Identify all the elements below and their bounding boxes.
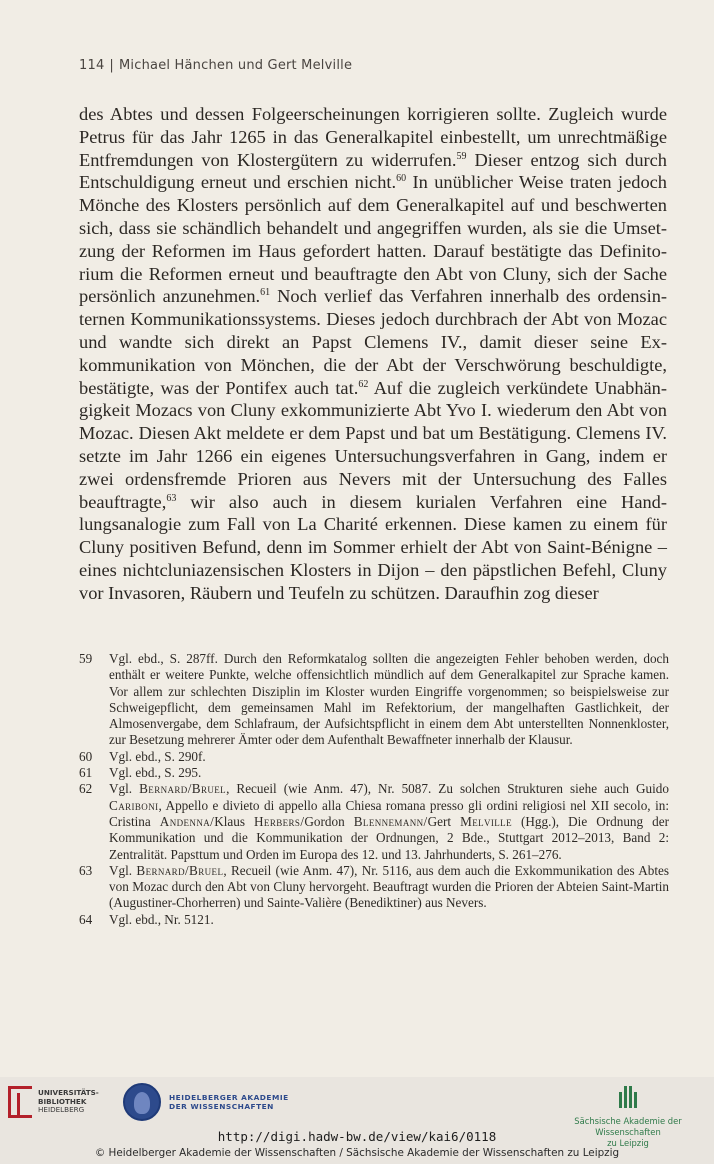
footnote-number: 61 — [79, 765, 93, 781]
author-name: Bernard/Bruel — [136, 862, 224, 878]
running-head-authors: Michael Hänchen und Gert Melville — [119, 58, 353, 73]
footnote-text: Vgl. ebd., S. 295. — [109, 765, 202, 781]
text-segment: Dieser entzog sich durch Entschuldigung erneut und erschien nicht. — [79, 149, 668, 193]
text-segment: Gordon — [304, 813, 354, 829]
saw-building-icon — [619, 1084, 637, 1108]
footnote-text — [109, 781, 669, 862]
footnote-ref-61[interactable]: 61 — [260, 287, 271, 299]
author-name: Blennemann/ — [353, 813, 428, 829]
footnote-number: 64 — [79, 911, 93, 927]
text-segment: wir also auch in diesem kurialen Verfahren eine Handlungsanalogie zum Fall von La Charité erkennen. Diese kamen zu einem für Cluny positiven Befund, denn im Sommer erhielt der Abt von Saint-Bénigne – eines nichtcluniazensischen Klosters in Dijon – den päpstlichen Befehl, Cluny vor Invasoren, Räubern und Teufeln zu schützen. Daraufhin zog dieser — [79, 491, 667, 603]
author-name: Cariboni — [109, 797, 159, 813]
footnote-number: 62 — [79, 781, 93, 797]
footnote-text: Vgl. ebd., Nr. 5121. — [109, 911, 214, 927]
permalink-url[interactable]: http://digi.hadw-bw.de/view/kai6/0118 — [217, 1129, 497, 1144]
ub-logo-text: UNIVERSITÄTS- BIBLIOTHEK HEIDELBERG — [38, 1088, 99, 1115]
ub-heidelberg-logo[interactable] — [8, 1086, 99, 1118]
hadw-logo[interactable] — [123, 1083, 289, 1121]
ub-logo-icon — [8, 1086, 32, 1118]
author-name: Melville — [460, 813, 512, 829]
footnote-text: Vgl. ebd., S. 287ff. Durch den Reformkatalog sollten die angezeigten Fehler behoben werden, doch enthält er weitere Punkte, welche offensichtlich mündlich auf dem Generalkapitel zur Sprache kamen. Vor allem zur schlechten Disziplin im Kloster wurden Eingriffe vorgenommen; so beispielsweise zur Schweigepflicht, dem gemeinsamen Mahl im Refektorium, der mangelhaften Gastlichkeit, der Almosenvergabe, dem Schlafraum, der Aufsichtspflicht in einem dem Abt unterstellten Nonnenkloster, zur Besetzung mehrerer Ämter oder dem Aufenthalt Bewaffneter innerhalb der Klausur. — [109, 651, 669, 748]
author-name: Herbers/ — [254, 813, 305, 829]
text-segment: Vgl. — [109, 781, 140, 797]
footnote-number: 60 — [79, 748, 93, 764]
footnote-number: 63 — [79, 862, 93, 878]
author-name: Andenna/ — [159, 813, 215, 829]
footnote-ref-59[interactable]: 59 — [456, 150, 467, 162]
saw-logo-text: Sächsische Akademie der Wissenschaften zu Leipzig — [574, 1116, 682, 1148]
footnote-text — [109, 863, 669, 912]
footnotes — [79, 651, 669, 928]
running-head — [79, 58, 352, 73]
footnote-59 — [79, 651, 669, 749]
hadw-logo-text: HEIDELBERGER AKADEMIE DER WISSENSCHAFTEN — [169, 1092, 289, 1111]
footnote-ref-62[interactable]: 62 — [358, 378, 369, 390]
text-segment: , Recueil (wie Anm. 47), Nr. 5116, aus dem auch die Exkommunikation des Abtes von Mozac durch den Abt von Cluny hervorgeht. Beauftragt wurden die Prioren der Abteien Saint-Martin (Augustiner-Chorherren) und Sainte-Valière (Benediktiner) aus Nevers. — [109, 862, 669, 911]
text-segment: , Appello e divieto di appello alla Chiesa romana presso gli ordini religiosi nel XII secolo, in: Cristina — [109, 797, 669, 829]
hadw-seal-icon — [123, 1083, 161, 1121]
text-segment: Gert — [427, 813, 461, 829]
footnote-number: 59 — [79, 651, 93, 666]
text-segment: (Hgg.), Die Ordnung der Kommunikation und die Kommunikation der Ordnungen, 2 Bde., Stuttgart 2012–2013, Band 2: Zentralität. Papsttum und Orden im Europa des 12. und 13. Jahrhunderts, S. 261–276. — [109, 813, 669, 862]
text-segment: des Abtes und dessen Folgeerscheinungen korrigieren sollte. Zugleich wurde Petrus für das Jahr 1265 in das Generalkapitel einbestellt, um unrechtmäßige Entfremdungen von Klostergütern zu widerrufen. — [79, 104, 667, 170]
text-segment: Noch verlief das Verfahren innerhalb des ordensinternen Kommunikationssystems. Dieses jedoch durchbrach der Abt von Mozac und wandte sich direkt an Papst Clemens IV., damit dieser seine Exkommunikation von Mönchen, die der Abt der Verschwörung beschuldigte, bestätigte, was der Pontifex auch tat. — [79, 286, 668, 398]
main-text — [79, 103, 667, 605]
text-segment: Auf die zugleich verkündete Unabhängigkeit Mozacs von Cluny exkommunizierte Abt Yvo I. wiederum den Abt von Mozac. Diesen Akt meldete er dem Papst und bat um Bestätigung. Clemens IV. setzte im Jahr 1266 ein eigenes Untersuchungsverfahren in Gang, indem er zwei ordensfremde Prioren aus Nevers mit der Untersuchung des Falles beauftragte, — [79, 377, 667, 512]
author-name: Bernard/Bruel — [139, 781, 227, 797]
footnote-64 — [79, 912, 669, 928]
running-head-separator: | — [109, 58, 115, 73]
footnote-ref-60[interactable]: 60 — [396, 173, 407, 185]
page-number: 114 — [79, 58, 105, 73]
footnote-text: Vgl. ebd., S. 290f. — [109, 748, 206, 764]
text-segment: Klaus — [214, 813, 254, 829]
text-segment: In unüblicher Weise traten jedoch Mönche des Klosters persönlich auf dem Generalkapitel auf und beschwerten sich, dass sie schändlich behandelt und angegriffen wurden, als sie die Umsetzung der Reformen im Haus gefordert hatten. Darauf bestätigte das Definitorium die Reformen erneut und beauftragte den Abt von Cluny, sich der Sache persönlich anzunehmen. — [79, 172, 667, 307]
footnote-60 — [79, 749, 669, 765]
footnote-ref-63[interactable]: 63 — [166, 492, 177, 504]
footnote-63 — [79, 863, 669, 912]
footnote-62 — [79, 781, 669, 862]
text-segment: Vgl. — [109, 862, 137, 878]
text-segment: , Recueil (wie Anm. 47), Nr. 5087. Zu solchen Strukturen siehe auch Guido — [226, 781, 669, 797]
footnote-61 — [79, 765, 669, 781]
copyright-notice: © Heidelberger Akademie der Wissenschaften / Sächsische Akademie der Wissenschaften zu Leipzig — [94, 1147, 620, 1159]
